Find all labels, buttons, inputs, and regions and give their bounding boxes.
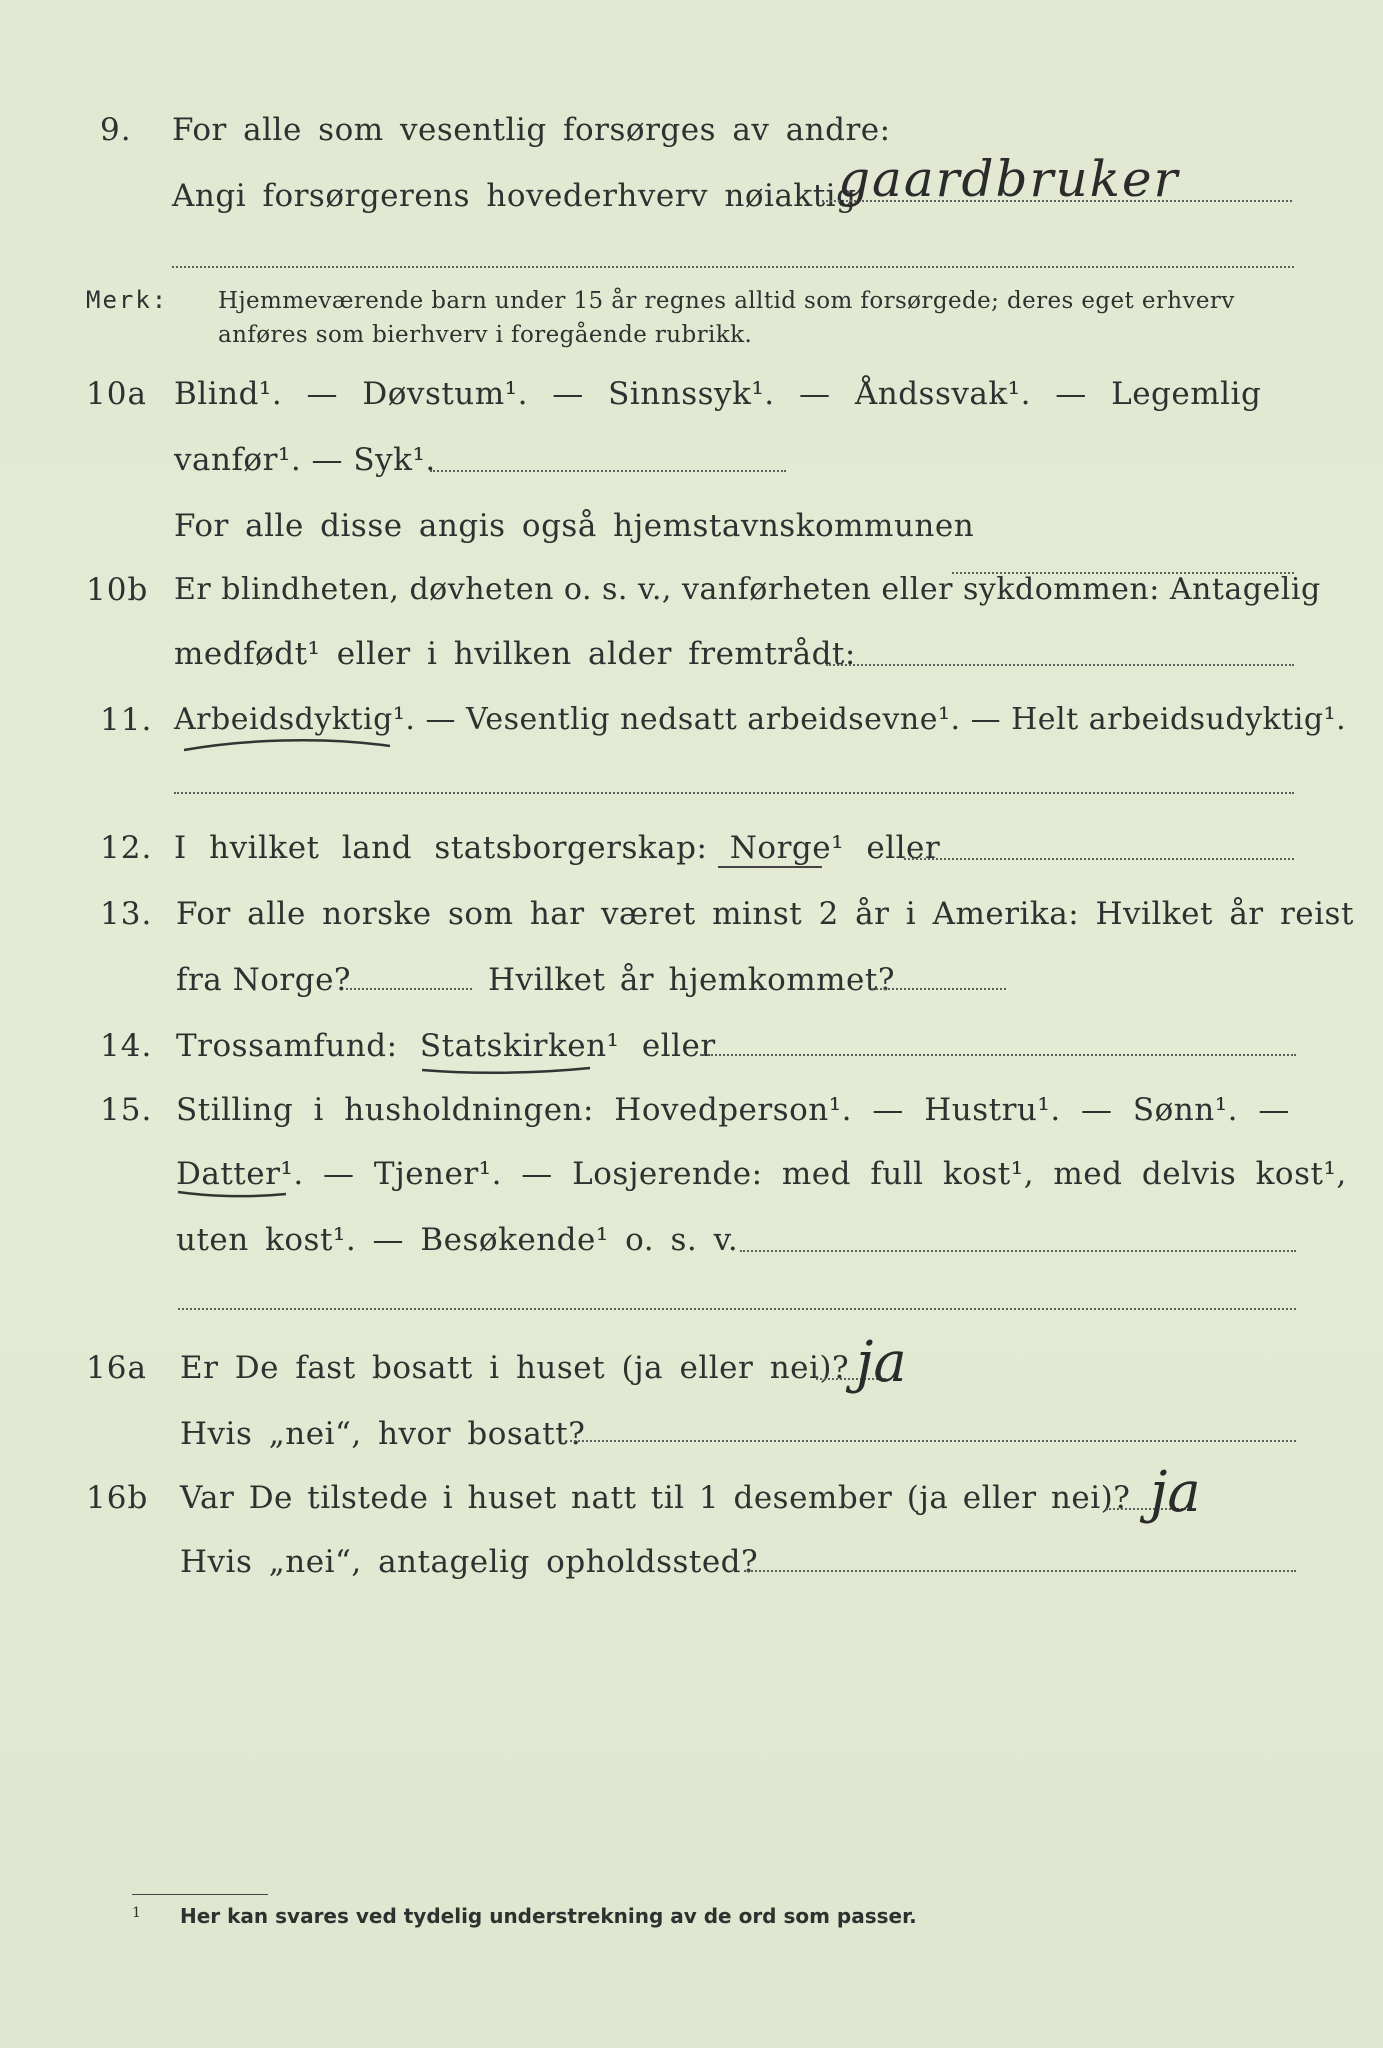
item-number: 12. bbox=[100, 830, 153, 866]
separator-line bbox=[172, 266, 1294, 268]
answer-line bbox=[744, 1570, 1296, 1572]
answer-line bbox=[700, 1054, 1296, 1056]
item-text: Blind¹. — Døvstum¹. — Sinnssyk¹. — Åndssvak¹. — Legemlig bbox=[174, 376, 1262, 412]
footnote-marker: 1 bbox=[132, 1905, 141, 1921]
item-text: Hvis „nei“, antagelig opholdssted? bbox=[180, 1544, 759, 1580]
item-number: 15. bbox=[100, 1092, 153, 1128]
item-text: Hvis „nei“, hvor bosatt? bbox=[180, 1416, 586, 1452]
answer-line bbox=[178, 1308, 1296, 1310]
note-text: Hjemmeværende barn under 15 år regnes alltid som forsørgede; deres eget erhverv bbox=[218, 288, 1235, 314]
item-text: For alle som vesentlig forsørges av andre: bbox=[172, 112, 891, 148]
item-number: 16a bbox=[86, 1350, 147, 1386]
item-number: 13. bbox=[100, 896, 153, 932]
answer-line bbox=[872, 988, 1006, 990]
note-text: anføres som bierhverv i foregående rubrikk. bbox=[218, 322, 753, 348]
answer-line bbox=[430, 470, 786, 472]
underline-mark bbox=[718, 866, 822, 868]
answer-line bbox=[826, 664, 1294, 666]
item-number: 9. bbox=[100, 112, 132, 148]
note-label: Merk: bbox=[86, 286, 169, 314]
item-text: Trossamfund: Statskirken¹ eller bbox=[176, 1028, 716, 1064]
item-number: 16b bbox=[86, 1480, 149, 1516]
item-text: Stilling i husholdningen: Hovedperson¹. — Hustru¹. — Sønn¹. — bbox=[176, 1092, 1290, 1128]
item-text: For alle disse angis også hjemstavnskommunen bbox=[174, 508, 975, 544]
underline-mark bbox=[180, 732, 400, 762]
item-text: Var De tilstede i huset natt til 1 desember (ja eller nei)? bbox=[180, 1480, 1131, 1516]
item-text: vanfør¹. — Syk¹. bbox=[174, 442, 436, 478]
answer-line bbox=[904, 858, 1294, 860]
item-text: fra Norge? bbox=[176, 962, 352, 998]
footnote-text: Her kan svares ved tydelig understrekning av de ord som passer. bbox=[180, 1904, 917, 1928]
item-text: Er De fast bosatt i huset (ja eller nei)? bbox=[180, 1350, 850, 1386]
item-text: Hvilket år hjemkommet? bbox=[488, 962, 895, 998]
item-text: Angi forsørgerens hovederhverv nøiaktig bbox=[172, 178, 857, 214]
answer-line bbox=[570, 1440, 1296, 1442]
handwritten-answer: ja bbox=[856, 1330, 907, 1395]
underline-mark bbox=[420, 1060, 600, 1084]
footnote-rule bbox=[132, 1894, 268, 1895]
handwritten-answer: ja bbox=[1150, 1460, 1201, 1525]
handwritten-answer: gaardbruker bbox=[838, 150, 1180, 208]
item-text: I hvilket land statsborgerskap: Norge¹ eller bbox=[174, 830, 941, 866]
answer-line bbox=[174, 792, 1294, 794]
item-number: 14. bbox=[100, 1028, 153, 1064]
item-number: 10a bbox=[86, 376, 147, 412]
item-number: 11. bbox=[100, 702, 153, 738]
item-number: 10b bbox=[86, 572, 149, 608]
item-text: Arbeidsdyktig¹. — Vesentlig nedsatt arbeidsevne¹. — Helt arbeidsudyktig¹. bbox=[174, 702, 1347, 737]
item-text: uten kost¹. — Besøkende¹ o. s. v. bbox=[176, 1222, 739, 1258]
item-text: Datter¹. — Tjener¹. — Losjerende: med full kost¹, med delvis kost¹, bbox=[176, 1156, 1347, 1192]
item-text: For alle norske som har været minst 2 år i Amerika: Hvilket år reist bbox=[176, 896, 1354, 932]
underline-mark bbox=[176, 1186, 296, 1210]
answer-line bbox=[346, 988, 472, 990]
item-text: medfødt¹ eller i hvilken alder fremtrådt: bbox=[174, 636, 856, 672]
item-text: Er blindheten, døvheten o. s. v., vanførheten eller sykdommen: Antagelig bbox=[174, 572, 1321, 607]
answer-line bbox=[740, 1250, 1296, 1252]
